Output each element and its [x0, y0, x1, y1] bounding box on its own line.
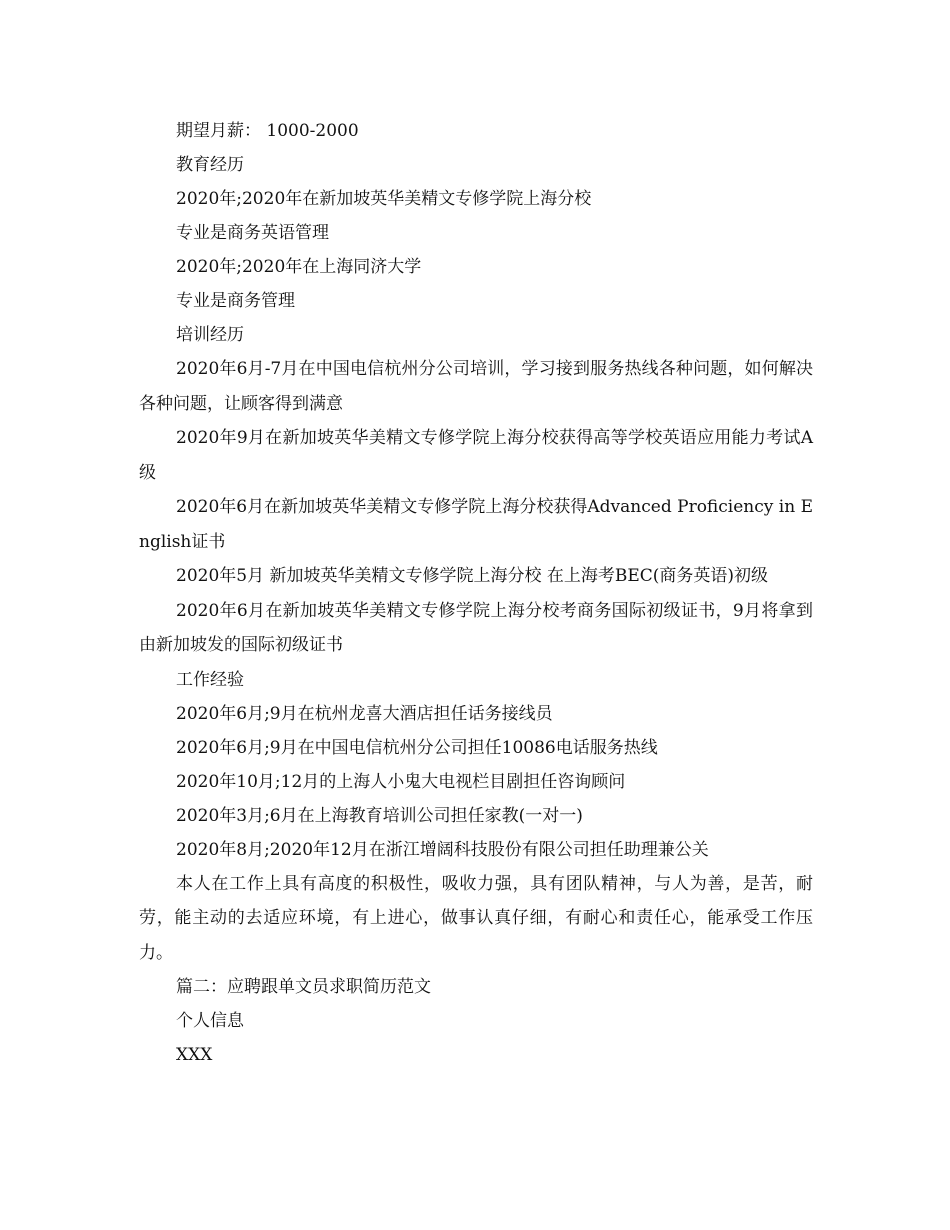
education-major: 专业是商务管理: [176, 291, 295, 311]
training-entry: 2020年5月 新加坡英华美精文专修学院上海分校 在上海考BEC(商务英语)初级: [176, 566, 769, 586]
section-heading-work: 工作经验: [176, 669, 244, 690]
training-entry: 2020年6月-7月在中国电信杭州分公司培训，学习接到服务热线各种问题，如何解决各种问题，让顾客得到满意: [139, 359, 813, 414]
education-major: 专业是商务英语管理: [176, 223, 329, 243]
work-entry: 2020年10月;12月的上海人小鬼大电视栏目剧担任咨询顾问: [176, 771, 626, 792]
education-entry: 2020年;2020年在新加坡英华美精文专修学院上海分校: [176, 189, 592, 209]
training-entry: 2020年6月在新加坡英华美精文专修学院上海分校考商务国际初级证书，9月将拿到由新加坡发的国际初级证书: [139, 600, 813, 655]
work-entry: 2020年6月;9月在中国电信杭州分公司担任10086电话服务热线: [176, 737, 658, 758]
document-body: [139, 114, 813, 1072]
training-entry: 2020年9月在新加坡英华美精文专修学院上海分校获得高等学校英语应用能力考试A级: [139, 428, 813, 483]
work-entry: 2020年8月;2020年12月在浙江增阔科技股份有限公司担任助理兼公关: [176, 839, 709, 860]
name-placeholder: XXX: [176, 1045, 213, 1065]
section-heading-training: 培训经历: [176, 325, 244, 345]
expected-salary-line: 期望月薪： 1000-2000: [176, 121, 359, 141]
article-two-title: 篇二：应聘跟单文员求职简历范文: [176, 977, 431, 997]
section-heading-education: 教育经历: [176, 155, 244, 175]
education-entry: 2020年;2020年在上海同济大学: [176, 257, 422, 277]
section-heading-personal-info: 个人信息: [176, 1011, 244, 1031]
training-entry: 2020年6月在新加坡英华美精文专修学院上海分校获得Advanced Proficiency in English证书: [139, 497, 813, 552]
self-evaluation: 本人在工作上具有高度的积极性，吸收力强，具有团队精神，与人为善，是苦，耐劳，能主动的去适应环境，有上进心，做事认真仔细，有耐心和责任心，能承受工作压力。: [139, 873, 813, 963]
work-entry: 2020年6月;9月在杭州龙喜大酒店担任话务接线员: [176, 703, 553, 724]
work-entry: 2020年3月;6月在上海教育培训公司担任家教(一对一): [176, 805, 583, 826]
